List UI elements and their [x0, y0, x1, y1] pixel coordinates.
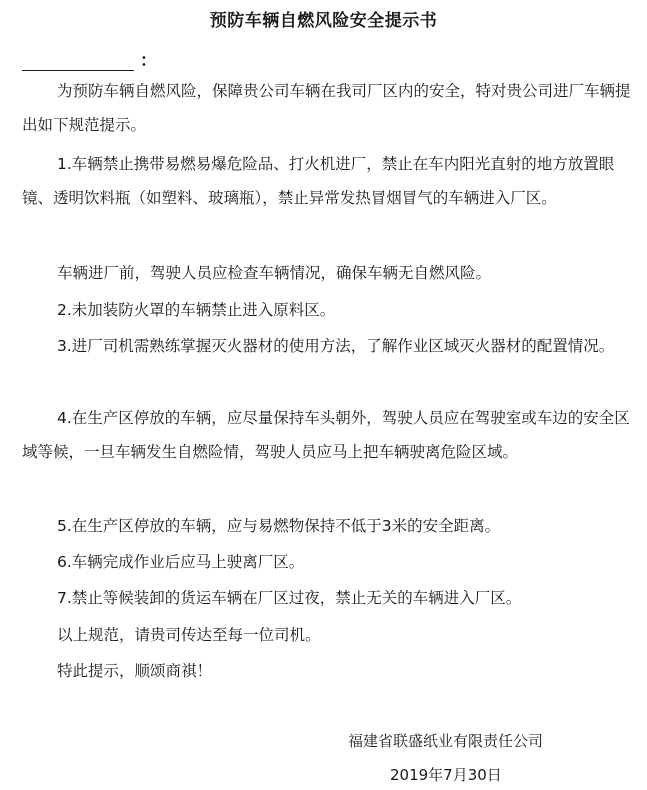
recipient-blank	[22, 52, 134, 71]
intro-paragraph: 为预防车辆自燃风险，保障贵公司车辆在我司厂区内的安全，特对贵公司进厂车辆提出如下规范提示。	[22, 82, 631, 134]
document-date: 2019年7月30日	[390, 766, 502, 784]
closing-line-1: 以上规范，请贵司传达至每一位司机。	[57, 626, 321, 644]
rule-item-3: 3.进厂司机需熟练掌握灭火器材的使用方法，了解作业区域灭火器材的配置情况。	[57, 337, 615, 355]
rule-item-6: 6.车辆完成作业后应马上驶离厂区。	[57, 553, 305, 571]
rule-item-1-note: 车辆进厂前，驾驶人员应检查车辆情况，确保车辆无自燃风险。	[57, 264, 492, 282]
rule-item-7: 7.禁止等候装卸的货运车辆在厂区过夜，禁止无关的车辆进入厂区。	[57, 589, 522, 607]
rule-item-4: 4.在生产区停放的车辆，应尽量保持车头朝外，驾驶人员应在驾驶室或车边的安全区域等候，一旦车辆发生自燃险情，驾驶人员应马上把车辆驶离危险区域。	[22, 409, 630, 461]
closing-line-2: 特此提示，顺颂商祺！	[57, 662, 213, 680]
rule-item-5: 5.在生产区停放的车辆，应与易燃物保持不低于3米的安全距离。	[57, 517, 501, 535]
recipient-colon: ：	[140, 51, 157, 71]
rule-item-1: 1.车辆禁止携带易燃易爆危险品、打火机进厂，禁止在车内阳光直射的地方放置眼镜、透明饮料瓶（如塑料、玻璃瓶），禁止异常发热冒烟冒气的车辆进入厂区。	[22, 155, 615, 207]
rule-item-2: 2.未加装防火罩的车辆禁止进入原料区。	[57, 301, 336, 319]
document-title: 预防车辆自燃风险安全提示书	[209, 11, 438, 31]
company-signature: 福建省联盛纸业有限责任公司	[348, 732, 544, 750]
recipient-line	[22, 46, 157, 71]
